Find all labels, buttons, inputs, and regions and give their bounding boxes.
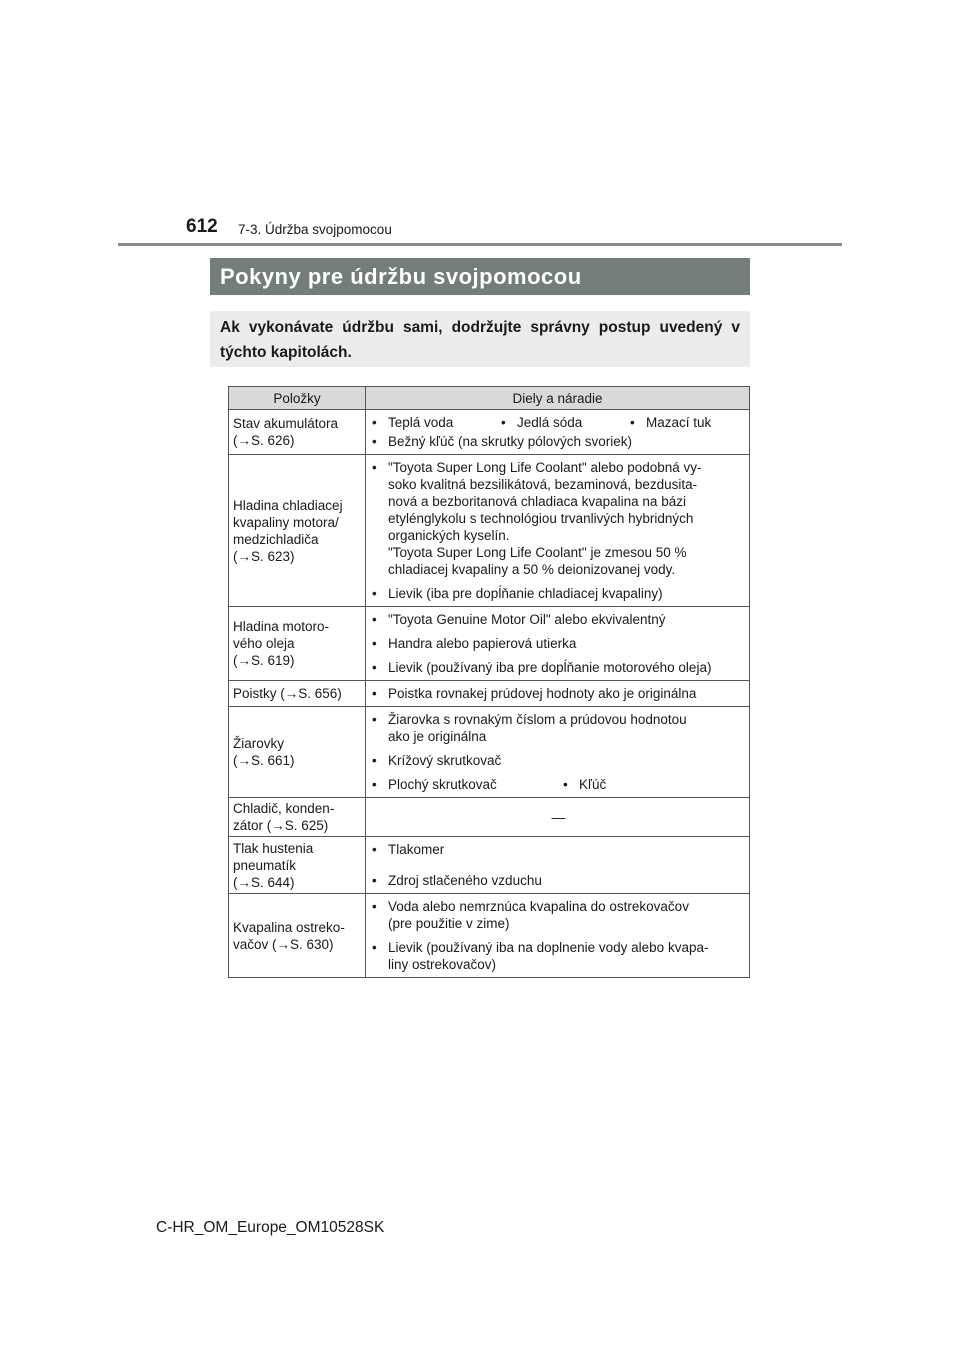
list-item: Teplá voda [388, 415, 454, 430]
table-row [229, 837, 750, 894]
table-row [229, 681, 750, 707]
row-parts: • Teplá voda • Jedlá sóda • Mazací tuk • Bežný kľúč (na skrutky pólových svoriek) [366, 410, 750, 455]
list-item: Plochý skrutkovač [388, 777, 497, 792]
table-row [229, 455, 750, 607]
inline-bullets: • Plochý skrutkovač • Kľúč [372, 777, 607, 792]
table-row [229, 410, 750, 455]
list-item: Lievik (iba pre dopĺňanie chladiacej kvapaliny) [388, 586, 663, 601]
intro-text: Ak vykonávate údržbu sami, dodržujte správny postup uvedený v týchto kapitolách. [210, 311, 750, 367]
header-items: Položky [229, 387, 366, 410]
row-item: Poistky (→S. 656) [229, 681, 366, 707]
list-item: Voda alebo nemrznúca kvapalina do ostrekovačov (pre použitie v zime) [388, 899, 689, 931]
table-header-row [229, 387, 750, 410]
row-item: Tlak hustenia pneumatík (→S. 644) [229, 837, 366, 894]
table-row [229, 607, 750, 681]
row-item: Chladič, konden- zátor (→S. 625) [229, 798, 366, 837]
header-parts: Diely a náradie [366, 387, 750, 410]
list-item: Mazací tuk [646, 415, 712, 430]
list-item: Tlakomer [388, 842, 445, 857]
row-parts: • Žiarovka s rovnakým číslom a prúdovou hodnotou ako je originálna • Krížový skrutkovač • Plochý skrutkovač • Kľúč [366, 707, 750, 798]
row-parts: • "Toyota Genuine Motor Oil" alebo ekvivalentný • Handra alebo papierová utierka • Lievik (používaný iba pre dopĺňanie motorového oleja) [366, 607, 750, 681]
table-row [229, 707, 750, 798]
table-row [229, 798, 750, 837]
list-item: Žiarovka s rovnakým číslom a prúdovou hodnotou ako je originálna [388, 712, 687, 744]
row-item: Hladina motoro- vého oleja (→S. 619) [229, 607, 366, 681]
list-item: "Toyota Genuine Motor Oil" alebo ekvivalentný [388, 612, 666, 627]
table-row [229, 894, 750, 978]
row-item: Hladina chladiacej kvapaliny motora/ medzichladiča (→S. 623) [229, 455, 366, 607]
list-item: Lievik (používaný iba na doplnenie vody alebo kvapa- liny ostrekovačov) [388, 940, 709, 972]
list-item: Lievik (používaný iba pre dopĺňanie motorového oleja) [388, 660, 712, 675]
row-item: Žiarovky (→S. 661) [229, 707, 366, 798]
row-item: Kvapalina ostreko- vačov (→S. 630) [229, 894, 366, 978]
row-parts: • "Toyota Super Long Life Coolant" alebo podobná vy- soko kvalitná bezsilikátová, bezaminová, bezdusita- nová a bezboritanová chladiaca kvapalina na bázi etylénglykolu s technológiou trvanlivých hybridných organických kyselín. "Toyota Super Long Life Coolant" je zmesou 50 % chladiacej kvapaliny a 50 % deionizovanej vody. • Lievik (iba pre dopĺňanie chladiacej kvapaliny) [366, 455, 750, 607]
list-item: Handra alebo papierová utierka [388, 636, 577, 651]
inline-bullets: • Teplá voda • Jedlá sóda • Mazací tuk [372, 415, 712, 430]
row-parts-none: — [366, 798, 750, 837]
document-footer: C-HR_OM_Europe_OM10528SK [156, 1219, 385, 1236]
row-parts: • Poistka rovnakej prúdovej hodnoty ako je originálna [366, 681, 750, 707]
section-title: 7-3. Údržba svojpomocou [238, 222, 392, 237]
row-parts: • Voda alebo nemrznúca kvapalina do ostrekovačov (pre použitie v zime) • Lievik (používaný iba na doplnenie vody alebo kvapa- liny ostrekovačov) [366, 894, 750, 978]
list-item: Bežný kľúč (na skrutky pólových svoriek) [388, 434, 633, 449]
header-divider [118, 243, 842, 246]
list-item: Poistka rovnakej prúdovej hodnoty ako je originálna [388, 686, 697, 701]
list-item: Jedlá sóda [517, 415, 583, 430]
row-parts: • Tlakomer • Zdroj stlačeného vzduchu [366, 837, 750, 894]
page-number: 612 [186, 216, 218, 237]
row-item: Stav akumulátora (→S. 626) [229, 410, 366, 455]
list-item: Kľúč [579, 777, 607, 792]
page-title: Pokyny pre údržbu svojpomocou [210, 258, 750, 295]
maintenance-parts-table [228, 386, 750, 978]
list-item: Krížový skrutkovač [388, 753, 502, 768]
list-item: Zdroj stlačeného vzduchu [388, 873, 542, 888]
list-item: "Toyota Super Long Life Coolant" alebo podobná vy- soko kvalitná bezsilikátová, bezaminová, bezdusita- nová a bezboritanová chladiaca kvapalina na bázi etylénglykolu s technológiou trvanlivých hybridných organických kyselín. "Toyota Super Long Life Coolant" je zmesou 50 % chladiacej kvapaliny a 50 % deionizovanej vody. [388, 460, 702, 577]
